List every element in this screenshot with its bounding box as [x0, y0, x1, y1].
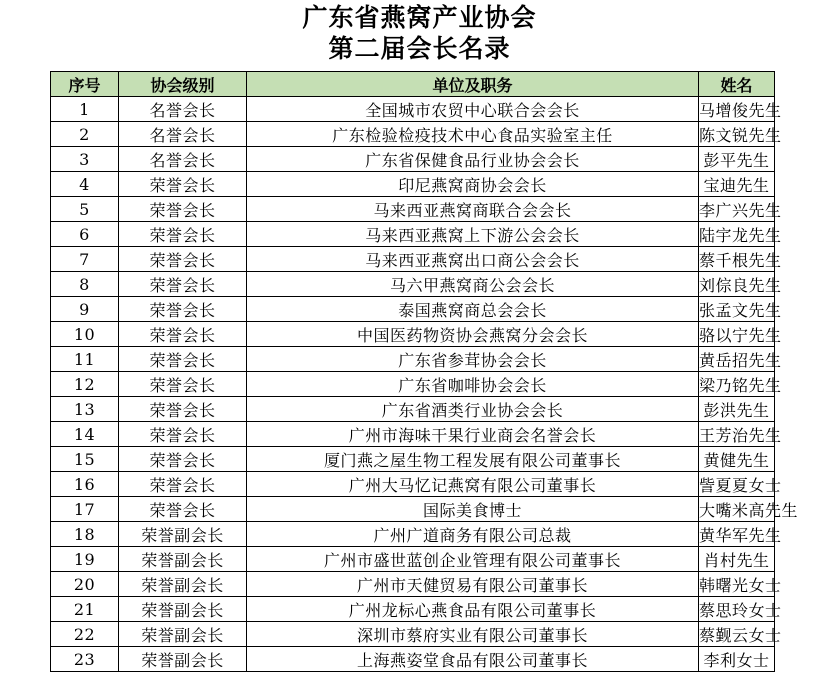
cell-unit-and-position: 国际美食博士: [247, 497, 699, 522]
cell-serial-number: 1: [51, 97, 119, 122]
table-row: [51, 397, 775, 422]
table-row: [51, 97, 775, 122]
table-row: [51, 447, 775, 472]
cell-unit-and-position: 马来西亚燕窝商联合会会长: [247, 197, 699, 222]
cell-unit-and-position: 广东省咖啡协会会长: [247, 372, 699, 397]
cell-unit-and-position: 广州市海味干果行业商会名誉会长: [247, 422, 699, 447]
cell-name: 黄健先生: [699, 447, 775, 472]
cell-unit-and-position: 广州龙标心燕食品有限公司董事长: [247, 597, 699, 622]
cell-unit-and-position: 广东省参茸协会会长: [247, 347, 699, 372]
header-name: 姓名: [699, 72, 775, 97]
cell-name: 宝迪先生: [699, 172, 775, 197]
table-row: [51, 272, 775, 297]
cell-unit-and-position: 马来西亚燕窝出口商公会会长: [247, 247, 699, 272]
table-row: [51, 322, 775, 347]
cell-serial-number: 20: [51, 572, 119, 597]
table-row: [51, 247, 775, 272]
table-row: [51, 597, 775, 622]
cell-association-level: 荣誉会长: [119, 472, 247, 497]
cell-name: 韩曙光女士: [699, 572, 775, 597]
table-row: [51, 297, 775, 322]
cell-association-level: 名誉会长: [119, 97, 247, 122]
cell-unit-and-position: 中国医药物资协会燕窝分会会长: [247, 322, 699, 347]
cell-unit-and-position: 广东省保健食品行业协会会长: [247, 147, 699, 172]
cell-name: 梁乃铭先生: [699, 372, 775, 397]
cell-unit-and-position: 马来西亚燕窝上下游公会会长: [247, 222, 699, 247]
cell-serial-number: 3: [51, 147, 119, 172]
cell-serial-number: 13: [51, 397, 119, 422]
cell-name: 蔡觐云女士: [699, 622, 775, 647]
cell-serial-number: 21: [51, 597, 119, 622]
cell-name: 黄华军先生: [699, 522, 775, 547]
cell-serial-number: 12: [51, 372, 119, 397]
cell-name: 马增俊先生: [699, 97, 775, 122]
cell-name: 黄岳招先生: [699, 347, 775, 372]
table-row: [51, 622, 775, 647]
cell-name: 肖村先生: [699, 547, 775, 572]
cell-serial-number: 7: [51, 247, 119, 272]
table-row: [51, 547, 775, 572]
cell-name: 李利女士: [699, 647, 775, 672]
cell-association-level: 荣誉会长: [119, 422, 247, 447]
cell-serial-number: 4: [51, 172, 119, 197]
table-row: [51, 172, 775, 197]
cell-name: 王芳治先生: [699, 422, 775, 447]
title-line-2: 第二届会长名录: [328, 34, 511, 63]
cell-association-level: 荣誉副会长: [119, 647, 247, 672]
cell-association-level: 荣誉会长: [119, 297, 247, 322]
cell-name: 陈文锐先生: [699, 122, 775, 147]
cell-unit-and-position: 广州大马忆记燕窝有限公司董事长: [247, 472, 699, 497]
cell-name: 訾夏夏女士: [699, 472, 775, 497]
cell-unit-and-position: 广东检验检疫技术中心食品实验室主任: [247, 122, 699, 147]
roster-table-body: [51, 97, 799, 672]
cell-association-level: 荣誉会长: [119, 347, 247, 372]
table-row: [51, 372, 775, 397]
cell-serial-number: 18: [51, 522, 119, 547]
cell-unit-and-position: 广东省酒类行业协会会长: [247, 397, 699, 422]
table-header-row: [51, 72, 775, 97]
table-row: [51, 222, 775, 247]
table-row: [51, 422, 775, 447]
cell-association-level: 荣誉会长: [119, 172, 247, 197]
table-row: [51, 147, 775, 172]
cell-name: 陆宇龙先生: [699, 222, 775, 247]
cell-serial-number: 10: [51, 322, 119, 347]
cell-association-level: 荣誉副会长: [119, 597, 247, 622]
table-row: [51, 647, 775, 672]
cell-name: 彭平先生: [699, 147, 775, 172]
cell-association-level: 荣誉副会长: [119, 572, 247, 597]
table-row: [51, 497, 775, 522]
cell-name: 刘倧良先生: [699, 272, 775, 297]
cell-name: 骆以宁先生: [699, 322, 775, 347]
cell-association-level: 荣誉会长: [119, 247, 247, 272]
cell-unit-and-position: 印尼燕窝商协会会长: [247, 172, 699, 197]
header-serial-number: 序号: [51, 72, 119, 97]
cell-unit-and-position: 泰国燕窝商总会会长: [247, 297, 699, 322]
cell-serial-number: 17: [51, 497, 119, 522]
cell-unit-and-position: 上海燕姿堂食品有限公司董事长: [247, 647, 699, 672]
cell-unit-and-position: 广州市天健贸易有限公司董事长: [247, 572, 699, 597]
cell-unit-and-position: 广州广道商务有限公司总裁: [247, 522, 699, 547]
table-row: [51, 347, 775, 372]
cell-serial-number: 11: [51, 347, 119, 372]
cell-unit-and-position: 厦门燕之屋生物工程发展有限公司董事长: [247, 447, 699, 472]
cell-serial-number: 8: [51, 272, 119, 297]
cell-serial-number: 19: [51, 547, 119, 572]
cell-serial-number: 23: [51, 647, 119, 672]
document-title: [0, 2, 839, 64]
cell-serial-number: 16: [51, 472, 119, 497]
cell-name: 张孟文先生: [699, 297, 775, 322]
cell-serial-number: 15: [51, 447, 119, 472]
cell-serial-number: 14: [51, 422, 119, 447]
cell-serial-number: 5: [51, 197, 119, 222]
cell-name: 大嘴米高先生: [699, 497, 775, 522]
roster-table: [50, 71, 799, 672]
cell-association-level: 荣誉会长: [119, 447, 247, 472]
cell-association-level: 荣誉副会长: [119, 622, 247, 647]
cell-name: 蔡思玲女士: [699, 597, 775, 622]
cell-unit-and-position: 深圳市蔡府实业有限公司董事长: [247, 622, 699, 647]
cell-serial-number: 6: [51, 222, 119, 247]
table-row: [51, 522, 775, 547]
cell-association-level: 荣誉会长: [119, 322, 247, 347]
cell-name: 蔡千根先生: [699, 247, 775, 272]
cell-name: 李广兴先生: [699, 197, 775, 222]
cell-association-level: 荣誉会长: [119, 197, 247, 222]
cell-association-level: 荣誉会长: [119, 397, 247, 422]
cell-name: 彭洪先生: [699, 397, 775, 422]
cell-association-level: 荣誉会长: [119, 272, 247, 297]
table-row: [51, 122, 775, 147]
cell-association-level: 名誉会长: [119, 147, 247, 172]
cell-association-level: 荣誉会长: [119, 497, 247, 522]
cell-association-level: 荣誉会长: [119, 372, 247, 397]
cell-serial-number: 2: [51, 122, 119, 147]
title-line-1: 广东省燕窝产业协会: [302, 3, 537, 32]
table-row: [51, 472, 775, 497]
table-row: [51, 197, 775, 222]
cell-unit-and-position: 全国城市农贸中心联合会会长: [247, 97, 699, 122]
table-row: [51, 572, 775, 597]
cell-serial-number: 22: [51, 622, 119, 647]
cell-association-level: 名誉会长: [119, 122, 247, 147]
header-association-level: 协会级别: [119, 72, 247, 97]
header-unit-and-position: 单位及职务: [247, 72, 699, 97]
cell-association-level: 荣誉副会长: [119, 522, 247, 547]
cell-association-level: 荣誉会长: [119, 222, 247, 247]
cell-serial-number: 9: [51, 297, 119, 322]
cell-association-level: 荣誉副会长: [119, 547, 247, 572]
cell-unit-and-position: 马六甲燕窝商公会会长: [247, 272, 699, 297]
cell-unit-and-position: 广州市盛世蓝创企业管理有限公司董事长: [247, 547, 699, 572]
